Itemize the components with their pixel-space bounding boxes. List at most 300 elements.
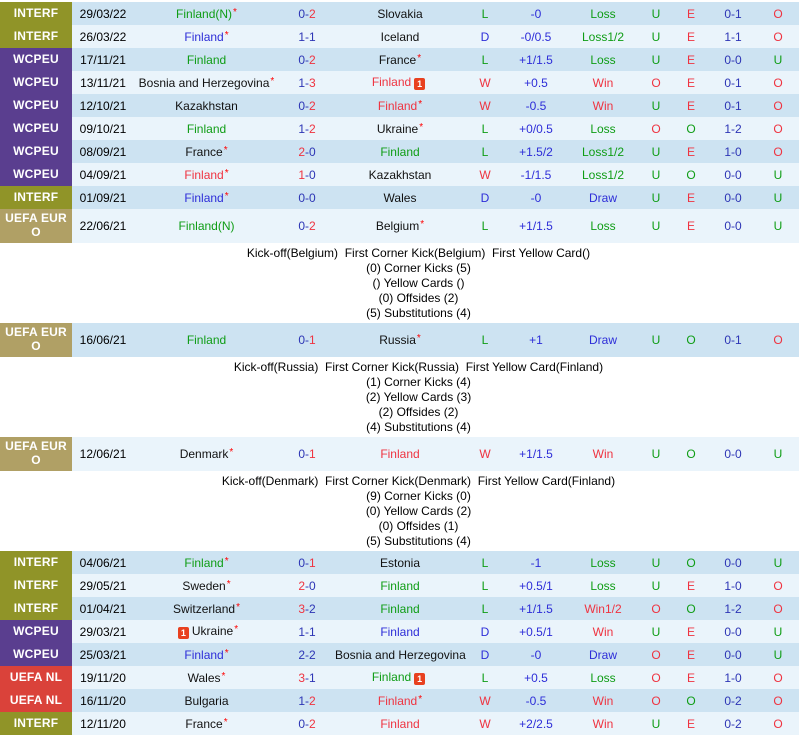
second-score: 0-0 — [724, 647, 742, 662]
team-name[interactable]: Finland — [380, 716, 420, 731]
handicap-line: +0.5 — [524, 75, 548, 90]
match-date: 12/10/21 — [79, 98, 127, 113]
score-away: 2 — [309, 647, 316, 662]
score-dash: - — [305, 624, 309, 639]
match-date: 13/11/21 — [80, 75, 126, 90]
second-score: 0-1 — [724, 98, 742, 113]
team-home — [134, 8, 279, 20]
score-dash: - — [305, 670, 309, 685]
match-date: 01/09/21 — [79, 190, 127, 205]
score-away: 1 — [309, 447, 316, 461]
team-name[interactable]: Finland(N) — [178, 219, 235, 233]
match-score — [279, 580, 335, 592]
match-row — [0, 209, 799, 243]
final-over-under: O — [773, 578, 783, 593]
bet-result: Win — [592, 716, 614, 731]
match-date: 29/03/21 — [79, 624, 127, 639]
competition-label: INTERF — [0, 574, 72, 597]
match-score — [279, 334, 335, 346]
match-row — [0, 186, 799, 209]
even-odd: E — [686, 29, 695, 44]
match-score — [279, 718, 335, 730]
team-name[interactable]: Russia — [379, 333, 416, 347]
team-name[interactable]: Finland — [186, 52, 227, 67]
competition-label: INTERF — [0, 551, 72, 574]
final-over-under: U — [773, 167, 783, 182]
final-over-under: O — [773, 121, 783, 136]
even-odd: O — [686, 447, 696, 461]
score-dash: - — [305, 693, 309, 708]
team-name[interactable]: Finland — [377, 693, 418, 708]
team-name[interactable]: Finland — [184, 647, 224, 662]
team-home — [134, 625, 279, 639]
team-name[interactable]: Kazakhstan — [175, 98, 238, 113]
handicap-line: -0.5 — [525, 98, 547, 113]
score-home: 1 — [298, 29, 305, 44]
team-home — [134, 334, 279, 346]
score-away: 2 — [309, 219, 316, 233]
bet-result: Loss — [590, 578, 616, 593]
red-card-icon: 1 — [414, 78, 425, 90]
team-home — [134, 54, 279, 66]
score-away: 1 — [309, 555, 316, 570]
handicap-line: -0 — [530, 647, 542, 662]
star-icon: * — [224, 29, 229, 41]
final-over-under: O — [773, 6, 783, 21]
detail-line: (4) Substitutions (4) — [366, 420, 471, 434]
team-name[interactable]: Finland — [380, 144, 420, 159]
competition-label: WCPEU — [0, 643, 72, 666]
team-name[interactable]: Bosnia and Herzegovina — [335, 647, 466, 662]
handicap-line: -1 — [530, 555, 542, 570]
second-score: 0-0 — [724, 167, 742, 182]
match-score — [279, 146, 335, 158]
competition-label: INTERF — [0, 25, 72, 48]
even-odd: O — [686, 167, 696, 182]
team-home — [134, 123, 279, 135]
match-row — [0, 643, 799, 666]
star-icon: * — [229, 447, 234, 458]
even-odd: E — [686, 219, 695, 233]
team-name[interactable]: Finland(N) — [176, 6, 233, 21]
score-home: 0 — [298, 52, 305, 67]
even-odd: E — [686, 75, 695, 90]
match-row — [0, 620, 799, 643]
match-date: 29/03/22 — [79, 6, 127, 21]
handicap-line: -1/1.5 — [520, 167, 552, 182]
handicap-line: +0/0.5 — [519, 121, 553, 136]
team-name[interactable]: Finland — [380, 624, 420, 639]
team-away — [335, 8, 465, 20]
final-over-under: U — [773, 190, 783, 205]
score-away: 1 — [309, 29, 316, 44]
over-under: U — [651, 6, 661, 21]
score-away: 0 — [309, 190, 316, 205]
score-dash: - — [305, 190, 309, 205]
competition-label: WCPEU — [0, 48, 72, 71]
over-under: U — [651, 190, 661, 205]
over-under: O — [651, 601, 661, 616]
team-name[interactable]: Finland — [184, 167, 224, 182]
competition-label: UEFA EURO — [0, 323, 72, 357]
team-name[interactable]: Finland — [186, 121, 227, 136]
even-odd: E — [686, 144, 695, 159]
second-score: 0-1 — [724, 75, 742, 90]
bet-result: Loss — [590, 670, 616, 685]
match-row — [0, 140, 799, 163]
competition-label: UEFA EURO — [0, 437, 72, 471]
score-home: 0 — [298, 219, 305, 233]
star-icon: * — [224, 647, 229, 659]
match-row — [0, 712, 799, 735]
competition-label: WCPEU — [0, 94, 72, 117]
bet-result: Loss1/2 — [581, 144, 625, 159]
match-date: 08/09/21 — [79, 144, 127, 159]
handicap-line: +1/1.5 — [519, 52, 553, 67]
score-away: 3 — [309, 75, 316, 90]
even-odd: E — [686, 190, 695, 205]
second-score: 0-0 — [724, 447, 742, 461]
competition-label: INTERF — [0, 186, 72, 209]
match-score — [279, 100, 335, 112]
team-away — [335, 100, 465, 112]
team-home — [134, 695, 279, 707]
team-name[interactable]: Bosnia and Herzegovina — [138, 75, 270, 90]
red-card-icon: 1 — [414, 673, 425, 685]
over-under: U — [651, 555, 661, 570]
match-detail — [0, 471, 799, 551]
result-letter: W — [479, 98, 491, 113]
score-home: 0 — [298, 98, 305, 113]
team-name[interactable]: France — [185, 716, 223, 731]
handicap-line: +1/1.5 — [519, 219, 553, 233]
match-date: 17/11/21 — [80, 52, 126, 67]
handicap-line: +0.5/1 — [519, 624, 553, 639]
even-odd: O — [686, 333, 696, 347]
team-home — [134, 220, 279, 232]
over-under: U — [651, 29, 661, 44]
result-letter: L — [481, 555, 489, 570]
final-over-under: U — [773, 52, 783, 67]
score-home: 3 — [298, 670, 305, 685]
team-away — [335, 671, 465, 685]
match-score — [279, 192, 335, 204]
bet-result: Win1/2 — [584, 601, 622, 616]
over-under: U — [651, 52, 661, 67]
detail-header: Kick-off(Denmark) First Corner Kick(Denmark) First Yellow Card(Finland) — [221, 474, 616, 488]
match-date: 09/10/21 — [79, 121, 127, 136]
team-home — [134, 100, 279, 112]
score-dash: - — [305, 144, 309, 159]
score-dash: - — [305, 555, 309, 570]
over-under: O — [651, 647, 661, 662]
score-home: 1 — [298, 624, 305, 639]
result-letter: D — [480, 624, 490, 639]
score-home: 0 — [298, 447, 305, 461]
team-name[interactable]: Finland — [184, 555, 224, 570]
over-under: U — [651, 144, 661, 159]
team-home — [134, 169, 279, 181]
bet-result: Loss1/2 — [581, 167, 625, 182]
score-home: 2 — [298, 647, 305, 662]
team-name[interactable]: France — [185, 144, 223, 159]
star-icon: * — [234, 623, 239, 635]
even-odd: O — [686, 555, 696, 570]
even-odd: E — [686, 670, 695, 685]
team-away — [335, 76, 465, 90]
score-away: 2 — [309, 693, 316, 708]
star-icon: * — [236, 601, 240, 613]
even-odd: E — [686, 716, 695, 731]
final-over-under: U — [773, 219, 783, 233]
over-under: U — [651, 167, 661, 182]
score-home: 1 — [298, 167, 305, 182]
star-icon: * — [223, 144, 228, 156]
team-home — [134, 649, 279, 661]
second-score: 0-2 — [724, 716, 742, 731]
team-home — [134, 557, 279, 569]
team-name[interactable]: Finland — [371, 74, 412, 89]
match-row — [0, 71, 799, 94]
star-icon: * — [224, 555, 229, 567]
team-name[interactable]: Belgium — [375, 219, 420, 233]
match-row — [0, 574, 799, 597]
final-over-under: O — [773, 333, 783, 347]
team-away — [335, 695, 465, 707]
team-name[interactable]: Kazakhstan — [368, 167, 432, 182]
team-home — [134, 580, 279, 592]
star-icon: * — [223, 716, 228, 728]
score-away: 1 — [309, 333, 316, 347]
match-score — [279, 220, 335, 232]
second-score: 1-2 — [724, 121, 742, 136]
score-home: 0 — [298, 555, 305, 570]
even-odd: E — [686, 52, 695, 67]
team-name[interactable]: Finland — [377, 98, 418, 113]
match-date: 29/05/21 — [79, 578, 127, 593]
score-dash: - — [305, 716, 309, 731]
final-over-under: O — [773, 693, 783, 708]
team-name[interactable]: Finland — [371, 669, 412, 684]
score-away: 2 — [309, 6, 316, 21]
match-score — [279, 77, 335, 89]
team-name[interactable]: Finland — [186, 333, 227, 347]
team-home — [134, 672, 279, 684]
detail-line: (5) Substitutions (4) — [366, 534, 471, 548]
over-under: U — [651, 333, 661, 347]
match-score — [279, 31, 335, 43]
final-over-under: U — [773, 647, 783, 662]
match-score — [279, 695, 335, 707]
match-date: 22/06/21 — [79, 219, 127, 233]
team-home — [134, 603, 279, 615]
match-row — [0, 25, 799, 48]
match-row — [0, 323, 799, 357]
bet-result: Win — [592, 75, 614, 90]
team-name[interactable]: Finland — [184, 29, 224, 44]
match-score — [279, 123, 335, 135]
team-home — [134, 192, 279, 204]
even-odd: E — [686, 98, 695, 113]
score-dash: - — [305, 121, 309, 136]
result-letter: W — [479, 75, 491, 90]
star-icon: * — [221, 670, 226, 682]
match-date: 12/11/20 — [80, 716, 126, 731]
match-row — [0, 94, 799, 117]
match-score — [279, 54, 335, 66]
detail-header: Kick-off(Russia) First Corner Kick(Russia) First Yellow Card(Finland) — [233, 360, 604, 374]
second-score: 0-0 — [724, 190, 742, 205]
match-date: 26/03/22 — [79, 29, 127, 44]
match-row — [0, 597, 799, 620]
result-letter: L — [481, 578, 489, 593]
team-name[interactable]: Slovakia — [377, 6, 423, 21]
score-away: 0 — [309, 167, 316, 182]
match-score — [279, 169, 335, 181]
star-icon: * — [420, 219, 425, 230]
star-icon: * — [224, 190, 229, 202]
team-home — [134, 718, 279, 730]
over-under: U — [651, 219, 661, 233]
competition-label: WCPEU — [0, 140, 72, 163]
score-away: 1 — [309, 624, 316, 639]
score-home: 0 — [298, 6, 305, 21]
detail-line: (2) Offsides (2) — [378, 405, 459, 419]
detail-line: (0) Corner Kicks (5) — [366, 261, 471, 275]
team-name[interactable]: Wales — [383, 190, 417, 205]
team-away — [335, 580, 465, 592]
team-home — [134, 77, 279, 89]
even-odd: E — [686, 578, 695, 593]
match-score — [279, 603, 335, 615]
match-date: 16/06/21 — [79, 333, 127, 347]
bet-result: Win — [592, 693, 614, 708]
second-score: 1-1 — [724, 29, 742, 44]
team-away — [335, 718, 465, 730]
score-home: 2 — [298, 578, 305, 593]
team-name[interactable]: Switzerland — [173, 601, 236, 616]
red-card-icon: 1 — [178, 627, 189, 639]
score-home: 2 — [298, 144, 305, 159]
match-date: 12/06/21 — [79, 447, 127, 461]
competition-label: INTERF — [0, 2, 72, 25]
star-icon: * — [419, 121, 424, 133]
team-name[interactable]: Denmark — [179, 447, 229, 461]
team-name[interactable]: Finland — [184, 190, 224, 205]
even-odd: E — [686, 624, 695, 639]
competition-label: UEFA EURO — [0, 209, 72, 243]
team-name[interactable]: Estonia — [379, 555, 421, 570]
score-away: 1 — [309, 670, 316, 685]
team-away — [335, 169, 465, 181]
team-name[interactable]: France — [378, 52, 417, 67]
final-over-under: O — [773, 144, 783, 159]
handicap-line: -0 — [530, 190, 542, 205]
score-home: 3 — [298, 601, 305, 616]
score-away: 2 — [309, 601, 316, 616]
result-letter: L — [481, 121, 489, 136]
score-dash: - — [305, 601, 309, 616]
star-icon: * — [226, 578, 231, 590]
handicap-line: +1.5/2 — [519, 144, 553, 159]
team-name[interactable]: Iceland — [380, 29, 420, 44]
competition-label: WCPEU — [0, 117, 72, 140]
team-away — [335, 192, 465, 204]
match-date: 16/11/20 — [80, 693, 126, 708]
match-date: 04/06/21 — [79, 555, 127, 570]
match-row — [0, 117, 799, 140]
match-date: 01/04/21 — [79, 601, 127, 616]
star-icon: * — [270, 75, 275, 87]
match-score — [279, 649, 335, 661]
handicap-line: +1 — [529, 333, 543, 347]
team-away — [335, 603, 465, 615]
detail-line: (9) Corner Kicks (0) — [366, 489, 471, 503]
even-odd: O — [686, 601, 696, 616]
match-row — [0, 2, 799, 25]
team-name[interactable]: Finland — [380, 601, 420, 616]
bet-result: Win — [592, 624, 614, 639]
second-score: 1-2 — [724, 601, 742, 616]
match-row — [0, 437, 799, 471]
handicap-line: -0 — [530, 6, 542, 21]
detail-line: (0) Offsides (2) — [378, 291, 459, 305]
team-home — [134, 31, 279, 43]
final-over-under: U — [773, 555, 783, 570]
over-under: U — [651, 447, 661, 461]
match-date: 25/03/21 — [79, 647, 127, 662]
handicap-line: +1/1.5 — [519, 601, 553, 616]
team-name[interactable]: Finland — [380, 447, 420, 461]
team-name[interactable]: Sweden — [182, 578, 226, 593]
team-name[interactable]: Bulgaria — [184, 693, 229, 708]
over-under: O — [651, 121, 661, 136]
competition-label: UEFA NL — [0, 689, 72, 712]
second-score: 1-0 — [724, 144, 742, 159]
competition-label: INTERF — [0, 597, 72, 620]
result-letter: L — [481, 670, 489, 685]
team-name[interactable]: Wales — [187, 670, 221, 685]
star-icon: * — [233, 6, 237, 18]
result-letter: W — [479, 447, 491, 461]
over-under: U — [651, 578, 661, 593]
team-home — [134, 146, 279, 158]
second-score: 1-0 — [724, 670, 742, 685]
final-over-under: U — [773, 447, 783, 461]
result-letter: L — [481, 52, 489, 67]
over-under: U — [651, 98, 661, 113]
team-away — [335, 123, 465, 135]
score-dash: - — [305, 578, 309, 593]
team-name[interactable]: Ukraine — [376, 121, 419, 136]
team-name[interactable]: Ukraine — [191, 623, 234, 638]
final-over-under: O — [773, 716, 783, 731]
team-away — [335, 626, 465, 638]
score-home: 0 — [298, 716, 305, 731]
bet-result: Loss — [590, 121, 616, 136]
handicap-line: -0.5 — [525, 693, 547, 708]
detail-line: () Yellow Cards () — [372, 276, 465, 290]
team-away — [335, 448, 465, 460]
competition-label: WCPEU — [0, 163, 72, 186]
bet-result: Win — [592, 447, 614, 461]
result-letter: L — [481, 6, 489, 21]
score-home: 1 — [298, 75, 305, 90]
team-name[interactable]: Finland — [380, 578, 420, 593]
even-odd: O — [686, 121, 696, 136]
match-row — [0, 666, 799, 689]
match-score — [279, 557, 335, 569]
